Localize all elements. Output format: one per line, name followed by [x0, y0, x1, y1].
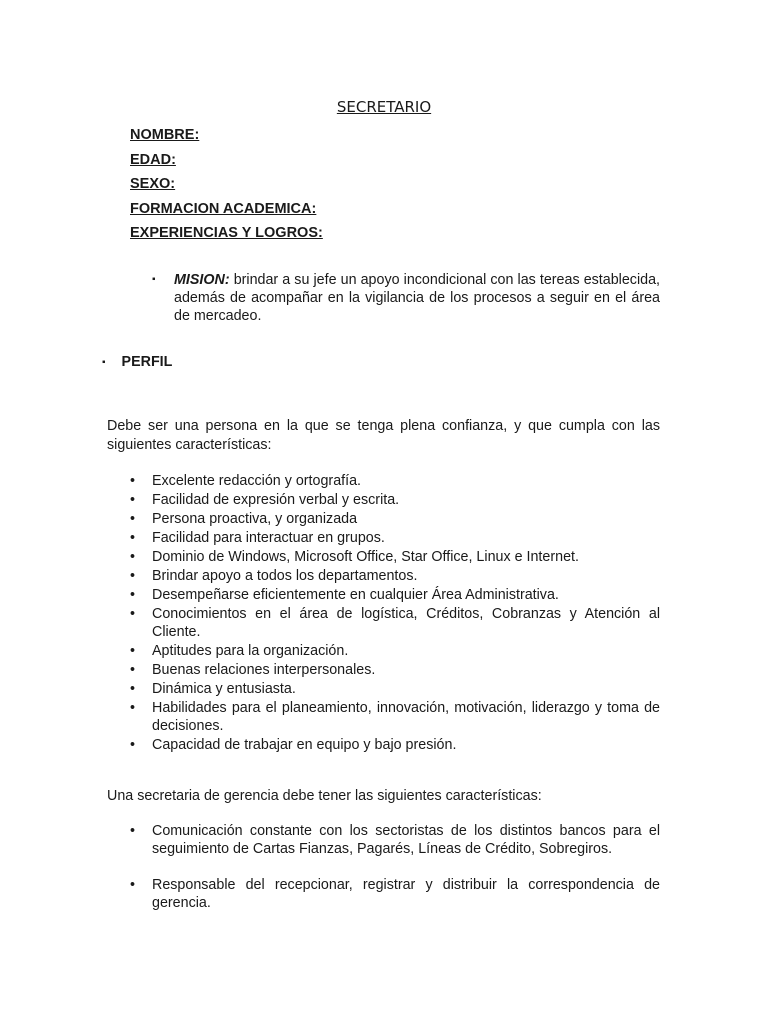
perfil-heading [102, 354, 172, 370]
list-item: • Buenas relaciones interpersonales. [130, 661, 660, 679]
caracteristicas-list [130, 472, 660, 755]
list-item: • Habilidades para el planeamiento, innovación, motivación, liderazgo y toma de decisiones. [130, 699, 660, 735]
square-bullet-icon: ▪ [152, 274, 156, 285]
list-item: • Brindar apoyo a todos los departamentos. [130, 567, 660, 585]
field-experiencias-logros: EXPERIENCIAS Y LOGROS: [130, 225, 323, 242]
list-item: • Dinámica y entusiasta. [130, 680, 660, 698]
list-item: • Capacidad de trabajar en equipo y bajo presión. [130, 736, 660, 754]
list-item: • Responsable del recepcionar, registrar y distribuir la correspondencia de gerencia. [130, 876, 660, 912]
document-title: SECRETARIO [336, 98, 432, 116]
list-item: • Facilidad de expresión verbal y escrita. [130, 491, 660, 509]
list-item: • Desempeñarse eficientemente en cualquier Área Administrativa. [130, 586, 660, 604]
mision-text: brindar a su jefe un apoyo incondicional con las tereas establecida, además de acompañar en la vigilancia de los procesos a seguir en el área de mercadeo. [174, 272, 660, 324]
list-item: • Facilidad para interactuar en grupos. [130, 529, 660, 547]
mision-paragraph [152, 271, 660, 325]
mision-label: MISION: [174, 272, 230, 288]
list-item: • Aptitudes para la organización. [130, 642, 660, 660]
field-list [130, 123, 323, 246]
list-item: • Excelente redacción y ortografía. [130, 472, 660, 490]
gerencia-intro: Una secretaria de gerencia debe tener las siguientes características: [107, 788, 542, 804]
perfil-intro: Debe ser una persona en la que se tenga plena confianza, y que cumpla con las siguientes características: [107, 418, 660, 453]
field-sexo: SEXO: [130, 176, 176, 193]
square-bullet-icon: ▪ [102, 357, 106, 368]
field-formacion-academica: FORMACION ACADEMICA: [130, 200, 317, 217]
field-nombre: NOMBRE: [130, 127, 200, 143]
list-item: • Persona proactiva, y organizada [130, 510, 660, 528]
list-item: • Comunicación constante con los sectoristas de los distintos bancos para el seguimiento de Cartas Fianzas, Pagarés, Líneas de Crédito, Sobregiros. [130, 822, 660, 858]
field-edad: EDAD: [130, 151, 176, 168]
list-item: • Dominio de Windows, Microsoft Office, Star Office, Linux e Internet. [130, 548, 660, 566]
list-item: • Conocimientos en el área de logística, Créditos, Cobranzas y Atención al Cliente. [130, 605, 660, 641]
gerencia-list [130, 822, 660, 930]
perfil-label: PERFIL [121, 354, 173, 370]
